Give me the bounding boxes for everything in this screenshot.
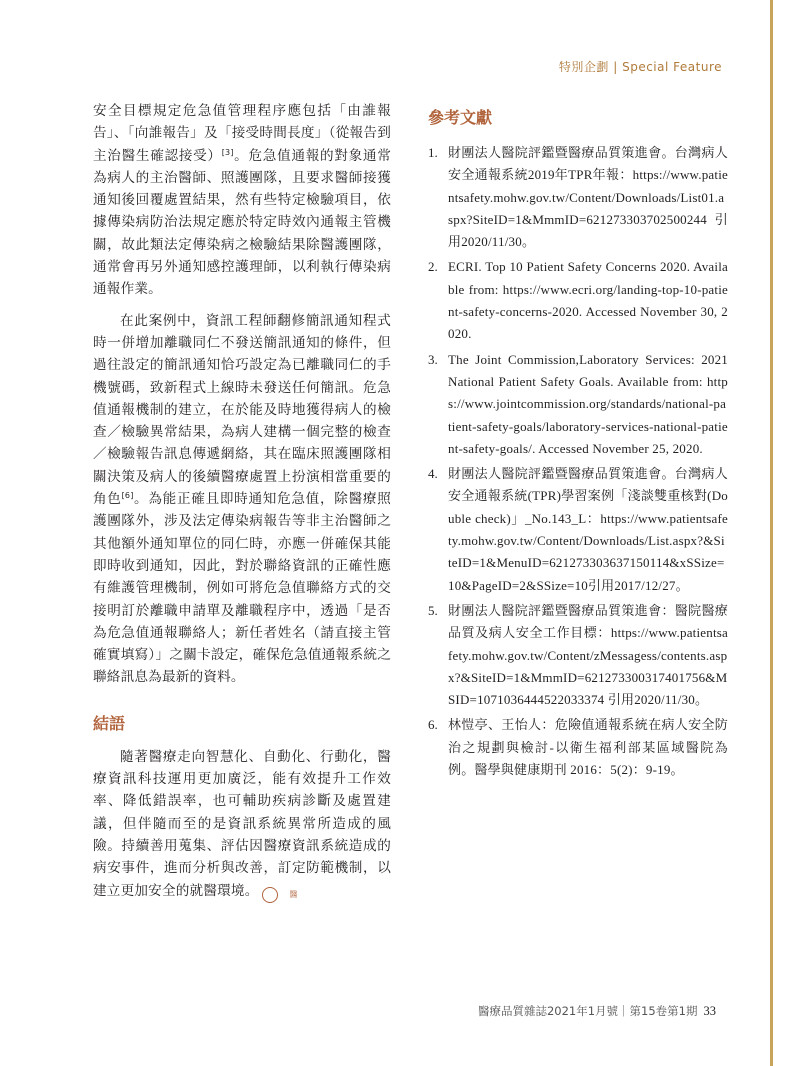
reference-text: ECRI. Top 10 Patient Safety Concerns 2020. Available from: https://www.ecri.org/landing-top-10-patient-safety-concerns-2020. Accessed November 30, 2020. [448, 259, 728, 342]
reference-number: 2. [428, 259, 438, 275]
reference-list [428, 142, 728, 781]
references-heading: 參考文獻 [428, 108, 493, 127]
citation-3: [3] [221, 147, 234, 157]
conclusion-heading: 結語 [93, 713, 126, 733]
conclusion-paragraph: 隨著醫療走向智慧化、自動化、行動化，醫療資訊科技運用更加廣泛，能有效提升工作效率、降低錯誤率，也可輔助疾病診斷及處置建議，但伴隨而至的是資訊系統異常所造成的風險。持續善用蒐集、評估因醫療資訊系統造成的病安事件，進而分析與改善，訂定防範機制，以建立更加安全的就醫環境。 醫 [93, 746, 391, 903]
journal-info: 醫療品質雜誌2021年1月號｜第15卷第1期 [477, 1004, 698, 1018]
reference-text: 財團法人醫院評鑑暨醫療品質策進會：醫院醫療品質及病人安全工作目標：https://www.patientsafety.mohw.gov.tw/Content/zMessagess/contents.aspx?&SiteID=1&MmmID=621273300317401756&MSID=1071036444522033374 引用2020/11/30。 [448, 602, 728, 708]
end-mark-icon: 醫 [262, 887, 278, 903]
reference-item-4 [428, 463, 728, 597]
left-column [93, 100, 391, 912]
reference-number: 5. [428, 602, 438, 618]
reference-number: 4. [428, 466, 438, 482]
reference-number: 1. [428, 145, 438, 160]
reference-text: The Joint Commission,Laboratory Services: 2021 National Patient Safety Goals. Available from: https://www.jointcommission.org/standards/national-patient-safety-goals/laboratory-services-national-patient-safety-goals/. Accessed November 25, 2020. [448, 351, 728, 456]
reference-item-6 [428, 714, 728, 781]
reference-text: 林愷亭、王怡人：危險值通報系統在病人安全防治之規劃與檢討-以衛生福利部某區域醫院為例。醫學與健康期刊 2016：5(2)：9-19。 [448, 717, 728, 778]
body-paragraph-2: 在此案例中，資訊工程師翻修簡訊通知程式時一併增加離職同仁不發送簡訊通知的條件，但過往設定的簡訊通知恰巧設定為已離職同仁的手機號碼，致新程式上線時未發送任何簡訊。危急值通報機制的建立，在於能及時地獲得病人的檢查／檢驗異常結果，為病人建構一個完整的檢查／檢驗報告訊息傳遞網絡，其在臨床照護團隊相關決策及病人的後續醫療處置上扮演相當重要的角色[6]。為能正確且即時通知危急值，除醫療照護團隊外，涉及法定傳染病報告等非主治醫師之其他額外通知單位的同仁時，亦應一併確保其能即時收到通知，因此，對於聯絡資訊的正確性應有維護管理機制，例如可將危急值聯絡方式的交接明訂於離職申請單及離職程序中，透過「是否為危急值通報聯絡人；新任者姓名（請直接主管確實填寫）」之關卡設定，確保危急值通報系統之聯絡訊息為最新的資料。 [93, 312, 391, 686]
section-header: 特別企劃 | Special Feature [558, 60, 722, 74]
reference-item-3 [428, 349, 728, 460]
citation-6: [6] [121, 491, 134, 501]
reference-item-2 [428, 256, 728, 345]
body-paragraph-1: 安全目標規定危急值管理程序應包括「由誰報告」、「向誰報告」及「接受時間長度」（從報告到主治醫生確認接受）[3]。危急值通報的對象通常為病人的主治醫師、照護團隊，且要求醫師接獲通知後回覆處置結果，然有些特定檢驗項目，依據傳染病防治法規定應於特定時效內通報主管機關，故此類法定傳染病之檢驗結果除醫護團隊，通常會再另外通知感控護理師，以利執行傳染病通報作業。 [93, 103, 391, 298]
page-footer [478, 1003, 716, 1019]
reference-number: 3. [428, 351, 438, 367]
reference-item-1 [428, 142, 728, 253]
reference-text: 財團法人醫院評鑑暨醫療品質策進會。台灣病人安全通報系統2019年TPR年報：https://www.patientsafety.mohw.gov.tw/Content/Downloads/List01.aspx?SiteID=1&MmmID=621273303702500244 引用2020/11/30。 [448, 145, 728, 250]
page-edge-bar [770, 0, 773, 1066]
reference-text: 財團法人醫院評鑑暨醫療品質策進會。台灣病人安全通報系統(TPR)學習案例「淺談雙重核對(Double check)」_No.143_L：https://www.patientsafety.mohw.gov.tw/Content/Downloads/List.aspx?&SiteID=1&MenuID=621273303637150114&xSSize=10&PageID=2&SSize=10引用2017/12/27。 [448, 466, 728, 593]
reference-item-5 [428, 600, 728, 711]
reference-number: 6. [428, 717, 438, 733]
references-column [428, 105, 728, 784]
page-number: 33 [703, 1004, 716, 1018]
